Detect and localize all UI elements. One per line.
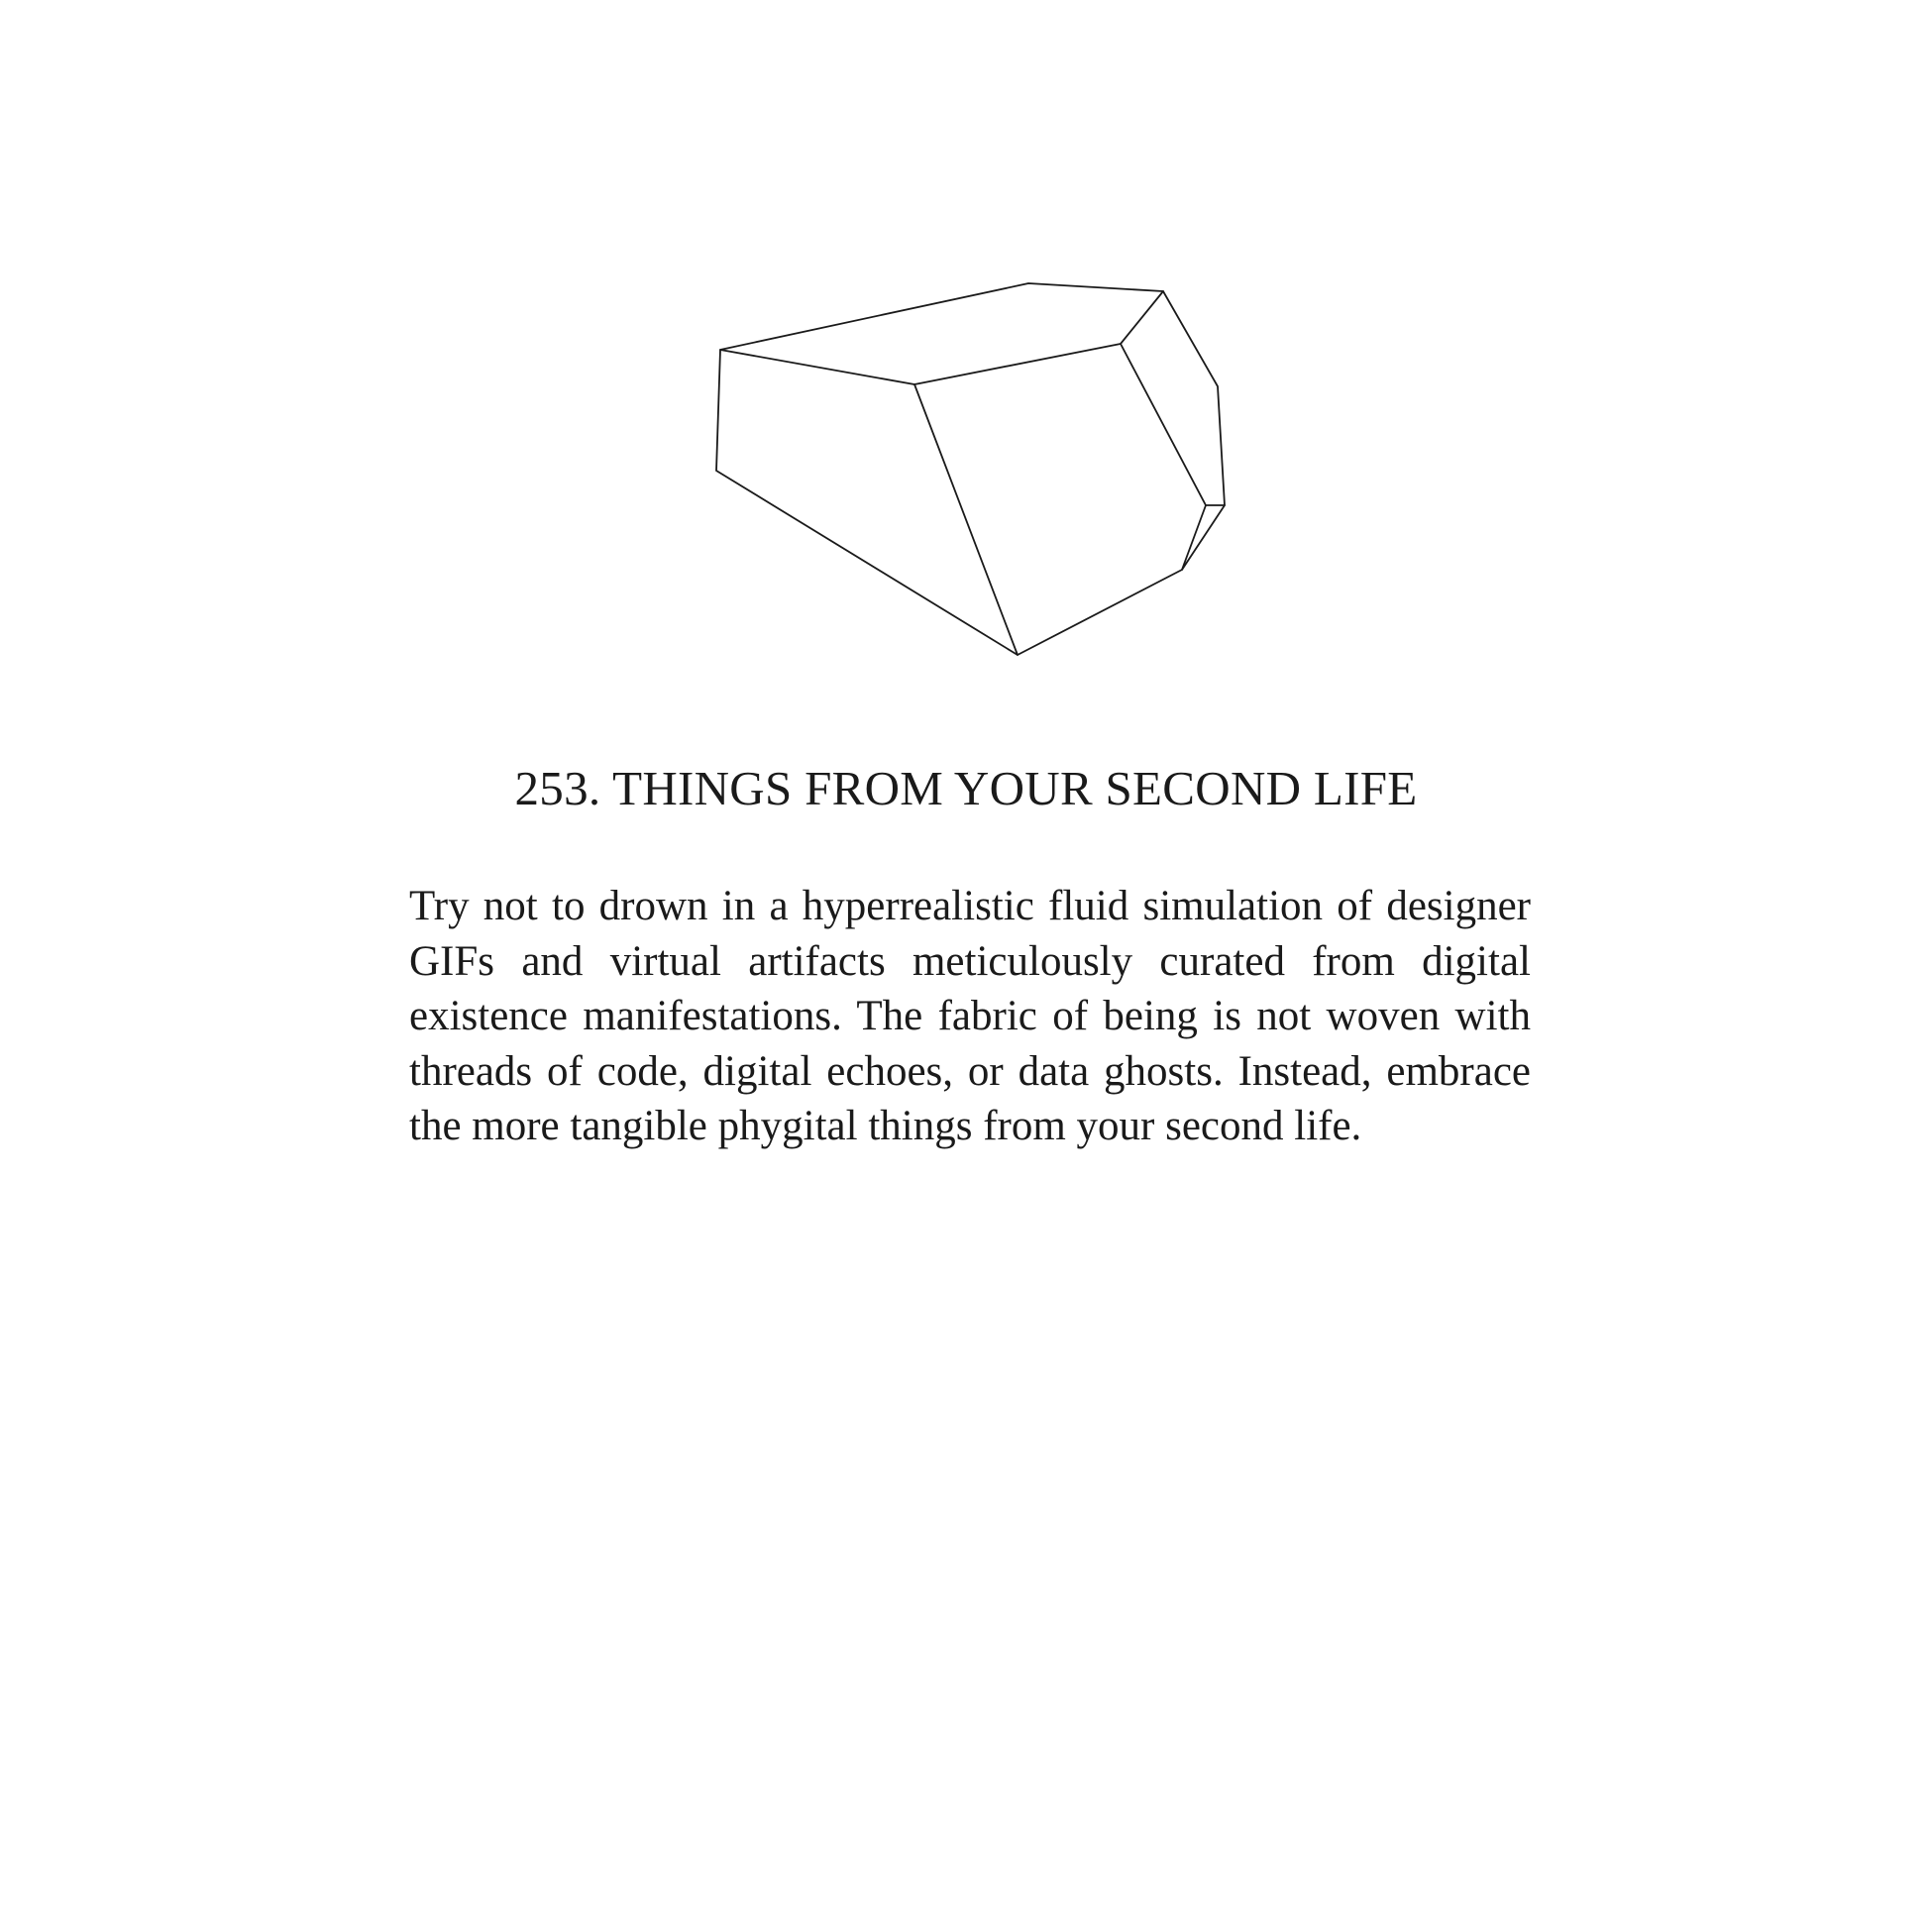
entry-title: 253. THINGS FROM YOUR SECOND LIFE: [514, 761, 1418, 815]
polyhedron-outline: [716, 283, 1225, 655]
polyhedron-top-face-edge: [720, 291, 1163, 384]
polyhedron-illustration: [0, 0, 1932, 694]
polyhedron-front-edge: [914, 384, 1018, 655]
wireframe-polyhedron-icon: [0, 0, 1932, 694]
entry-body: Try not to drown in a hyperrealistic fluid simulation of designer GIFs and virtual artifacts meticulously curated from digital existence manifestations. The fabric of being is not woven with threads of code, digital echoes, or data ghosts. Instead, embrace the more tangible phygital things from your second life.: [409, 883, 1531, 1149]
polyhedron-lower-right-edge: [1182, 505, 1206, 570]
polyhedron-right-face-edge: [1121, 344, 1225, 505]
